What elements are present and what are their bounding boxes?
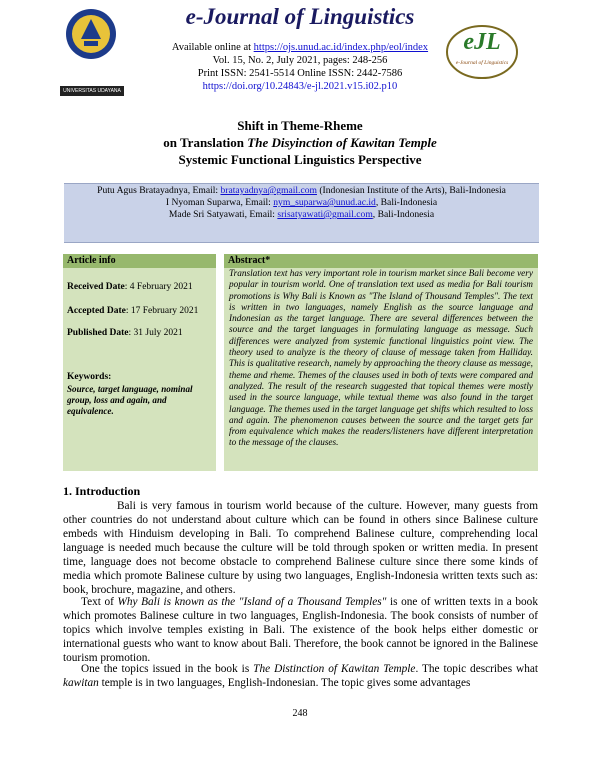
para3-suffix: temple is in two languages, English-Indonesian. The topic gives some advantages bbox=[98, 677, 471, 689]
paper-title-line-2 bbox=[0, 135, 600, 151]
para2-prefix: Text of bbox=[81, 596, 118, 608]
paper-title-line-1: Shift in Theme-Rheme bbox=[237, 118, 363, 133]
accepted-label: Accepted Date bbox=[67, 306, 126, 316]
university-label: UNIVERSITAS UDAYANA bbox=[60, 86, 124, 96]
keywords-text: Source, target language, nominal group, loss and again, and equivalence. bbox=[67, 384, 193, 416]
para2-suffix: is one of written texts in a book which promotes Balinese culture in two languages, English-Indonesia. The book consists of number of topics which involve temples existing in Bali. The existence of the book helps either domestic or international guests who want to know about Bali. Therefore, the book cannot be ignored in the Balinese tourism promotion. bbox=[63, 596, 538, 664]
author-3 bbox=[64, 209, 539, 221]
author-1-affiliation: (Indonesian Institute of the Arts), Bali-Indonesia bbox=[316, 185, 506, 196]
received-value: : 4 February 2021 bbox=[124, 282, 193, 292]
ejl-logo bbox=[445, 24, 519, 80]
issn-line: Print ISSN: 2541-5514 Online ISSN: 2442-7586 bbox=[197, 68, 403, 79]
author-1-name: Putu Agus Bratayadnya, Email: bbox=[97, 185, 221, 196]
author-2 bbox=[64, 197, 539, 209]
received-date bbox=[67, 282, 193, 292]
author-2-email-link[interactable]: nym_suparwa@unud.ac.id bbox=[273, 197, 376, 208]
author-3-email-link[interactable]: srisatyawati@gmail.com bbox=[277, 209, 373, 220]
intro-paragraph-1: Bali is very famous in tourism world because of the culture. However, many guests from other countries do not understand about culture which can be found in others since Balinese culture embeds with Hinduism developing in Bali. To comprehend Balinese culture, comprehending local language is needed much because the culture will be told through spoken or written media. In present time, language does not become obstacle to comprehend Balinese culture since there some kinds of media which promote Balinese culture by using two languages, English-Indonesia written texts such as: book, brochure, magazine, and others. bbox=[63, 500, 538, 596]
journal-title: e-Journal of Linguistics bbox=[185, 4, 415, 29]
paper-title-line-3: Systemic Functional Linguistics Perspective bbox=[178, 152, 422, 167]
abstract-heading: Abstract* bbox=[224, 254, 538, 268]
author-2-affiliation: , Bali-Indonesia bbox=[375, 197, 438, 208]
received-label: Received Date bbox=[67, 282, 125, 292]
intro-paragraph-3 bbox=[63, 662, 538, 690]
published-date bbox=[67, 328, 183, 338]
ejl-logo-text: eJL bbox=[463, 29, 501, 55]
article-info-box bbox=[63, 254, 216, 471]
doi-link-line bbox=[0, 81, 600, 93]
journal-url-link[interactable]: https://ojs.unud.ac.id/index.php/eol/index bbox=[253, 42, 429, 53]
para3-italic-2: kawitan bbox=[63, 677, 99, 689]
doi-link[interactable]: https://doi.org/10.24843/e-jl.2021.v15.i02.p10 bbox=[202, 81, 398, 92]
article-info-heading: Article info bbox=[63, 254, 216, 268]
published-label: Published Date bbox=[67, 328, 129, 338]
keywords-label: Keywords: bbox=[67, 372, 112, 382]
abstract-text: Translation text has very important role in tourism market since Bali become very popular in tourism world. One of translation text used as media for Bali tourism promotions is Why Bali is Known as "The Island of Thousand Temples". The text is written in two languages, namely English as the source language and Indonesian as the target language. There are several differences between the source and the target languages in formulating language as message. Such differences were analyzed from systemic functional linguistics point view. The theory used to analyze is the theory of clause of message taken from Halliday. This is qualitative research, namely by approaching the theory clause as message, theme and rheme. Themes of the clauses used in both of texts were compared and analyzed. The result of the research suggested that topical themes were mostly used in the source language, while textual theme was also found in the target language. The themes used in the target language get shifts which resulted to loss and again. The phenomenon causes between the source and the target gets far from equivalence which makes the readers/listeners have different interpretation to the message of the clauses. bbox=[229, 269, 533, 449]
para3-prefix: One the topics issued in the book is bbox=[81, 663, 254, 675]
para3-italic: The Distinction of Kawitan Temple bbox=[253, 663, 416, 675]
accepted-date bbox=[67, 306, 198, 316]
para2-italic: Why Bali is known as the "Island of a Thousand Temples" bbox=[117, 596, 387, 608]
author-3-name: Made Sri Satyawati, Email: bbox=[168, 209, 278, 220]
title-line-2-italic: The Disyinction of Kawitan Temple bbox=[247, 135, 437, 150]
title-line-2-prefix: on Translation bbox=[163, 135, 248, 150]
author-3-affiliation: , Bali-Indonesia bbox=[372, 209, 435, 220]
ejl-logo-subtitle: e-Journal of Linguistics bbox=[455, 60, 509, 66]
available-prefix: Available online at bbox=[171, 42, 254, 53]
authors-box bbox=[64, 183, 539, 243]
author-1-email-link[interactable]: bratayadnya@gmail.com bbox=[220, 185, 317, 196]
page-number: 248 bbox=[292, 708, 308, 719]
introduction-heading: 1. Introduction bbox=[63, 484, 141, 498]
intro-paragraph-2 bbox=[63, 595, 538, 665]
para3-mid: . The topic describes what bbox=[415, 663, 539, 675]
abstract-box bbox=[224, 254, 538, 471]
author-2-name: I Nyoman Suparwa, Email: bbox=[165, 197, 274, 208]
accepted-value: : 17 February 2021 bbox=[125, 306, 199, 316]
published-value: : 31 July 2021 bbox=[128, 328, 183, 338]
journal-header bbox=[0, 0, 600, 100]
author-1 bbox=[64, 185, 539, 197]
volume-line: Vol. 15, No. 2, July 2021, pages: 248-256 bbox=[212, 55, 388, 66]
